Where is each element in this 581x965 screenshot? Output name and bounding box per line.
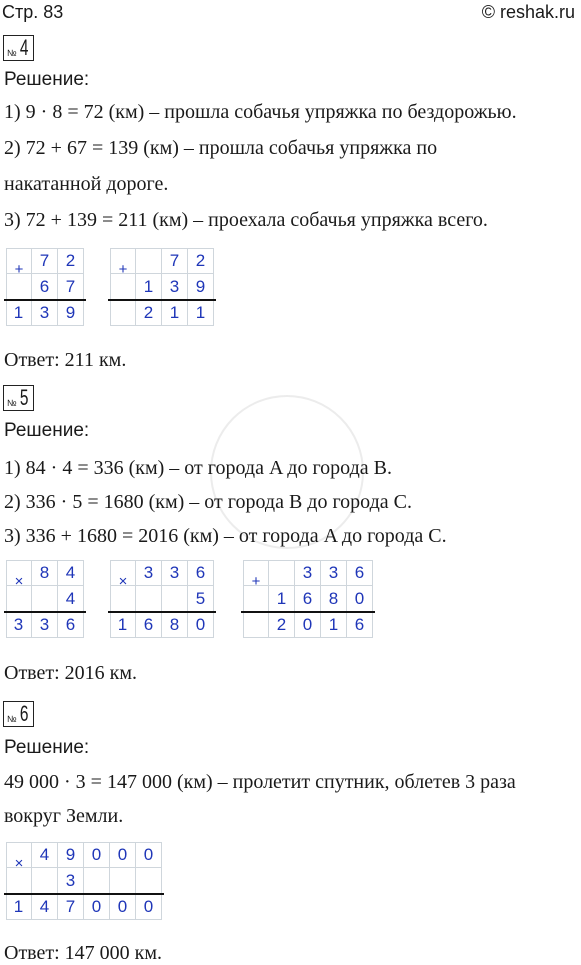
column-calculation xyxy=(110,248,214,326)
operation-sign: × xyxy=(14,855,24,872)
solution-line: 1) 9 · 8 = 72 (км) – прошла собачья упряжка по бездорожью. xyxy=(4,101,517,123)
operation-sign: + xyxy=(118,261,128,278)
digit-cell: 2 xyxy=(269,612,295,638)
solution-line: 1) 84 · 4 = 336 (км) – от города A до города B. xyxy=(4,457,392,479)
digit-cell xyxy=(136,868,162,894)
column-calculation xyxy=(6,248,84,326)
column-calculation xyxy=(6,560,84,638)
answer: Ответ: 2016 км. xyxy=(4,662,138,684)
digit-cell: 5 xyxy=(188,586,214,612)
digit-cell: 0 xyxy=(84,842,110,868)
operation-sign: + xyxy=(251,573,261,590)
digit-cell xyxy=(110,300,136,326)
digit-cell: 0 xyxy=(347,586,373,612)
solution-label: Решение: xyxy=(4,69,90,90)
solution-line: накатанной дороге. xyxy=(4,173,169,195)
digit-cell: 3 xyxy=(32,300,58,326)
page-number: Стр. 83 xyxy=(2,2,64,22)
operation-sign: × xyxy=(118,573,128,590)
digit-cell xyxy=(110,868,136,894)
digit-cell: 6 xyxy=(32,274,58,300)
digit-cell: 1 xyxy=(188,300,214,326)
digit-cell: 1 xyxy=(6,300,32,326)
digit-cell: 7 xyxy=(162,248,188,274)
answer: Ответ: 147 000 км. xyxy=(4,942,163,964)
operation-sign: × xyxy=(14,573,24,590)
solution-line: 3) 336 + 1680 = 2016 (км) – от города A до города C. xyxy=(4,525,447,547)
sum-line xyxy=(4,299,86,301)
digit-cell: 3 xyxy=(136,560,162,586)
answer: Ответ: 211 км. xyxy=(4,349,127,371)
digit-cell: 3 xyxy=(6,612,32,638)
digit-cell: 2 xyxy=(58,248,84,274)
digit-cell: 6 xyxy=(347,612,373,638)
digit-cell: 7 xyxy=(32,248,58,274)
task-number-badge: № 5 xyxy=(3,385,34,411)
digit-cell: 7 xyxy=(58,274,84,300)
sum-line xyxy=(241,611,375,613)
digit-cell: 1 xyxy=(321,612,347,638)
digit-cell: 4 xyxy=(58,560,84,586)
digit-cell: 0 xyxy=(84,894,110,920)
digit-cell: 6 xyxy=(136,612,162,638)
digit-cell: 8 xyxy=(32,560,58,586)
task-number-badge: № 4 xyxy=(3,35,34,61)
digit-cell: 0 xyxy=(136,842,162,868)
digit-cell: 6 xyxy=(347,560,373,586)
digit-cell xyxy=(136,586,162,612)
digit-cell: 3 xyxy=(321,560,347,586)
digit-cell: 8 xyxy=(162,612,188,638)
solution-line: 2) 72 + 67 = 139 (км) – прошла собачья упряжка по xyxy=(4,137,438,159)
digit-cell: 2 xyxy=(136,300,162,326)
sum-line xyxy=(108,611,216,613)
digit-cell: 1 xyxy=(162,300,188,326)
digit-cell: 6 xyxy=(58,612,84,638)
solution-label: Решение: xyxy=(4,420,90,441)
digit-cell: 1 xyxy=(110,612,136,638)
solution-label: Решение: xyxy=(4,737,90,758)
digit-cell xyxy=(269,560,295,586)
digit-cell: 3 xyxy=(58,868,84,894)
digit-cell: 1 xyxy=(136,274,162,300)
digit-cell: 0 xyxy=(110,842,136,868)
sum-line xyxy=(4,893,164,895)
digit-cell: 6 xyxy=(188,560,214,586)
digit-cell: 0 xyxy=(188,612,214,638)
digit-cell xyxy=(243,612,269,638)
digit-cell: 3 xyxy=(32,612,58,638)
solution-line: 2) 336 · 5 = 1680 (км) – от города B до города C. xyxy=(4,491,412,513)
solution-line: 49 000 · 3 = 147 000 (км) – пролетит спутник, облетев 3 раза xyxy=(4,771,516,793)
site-copyright: © reshak.ru xyxy=(481,2,575,22)
column-calculation xyxy=(110,560,214,638)
solution-line: вокруг Земли. xyxy=(4,805,124,827)
digit-cell: 7 xyxy=(58,894,84,920)
digit-cell: 4 xyxy=(32,842,58,868)
sum-line xyxy=(108,299,216,301)
sum-line xyxy=(4,611,86,613)
digit-cell xyxy=(136,248,162,274)
solution-line: 3) 72 + 139 = 211 (км) – проехала собачья упряжка всего. xyxy=(4,209,488,231)
digit-cell xyxy=(162,586,188,612)
digit-cell: 9 xyxy=(188,274,214,300)
digit-cell: 3 xyxy=(295,560,321,586)
digit-cell: 4 xyxy=(32,894,58,920)
digit-cell: 2 xyxy=(188,248,214,274)
digit-cell: 9 xyxy=(58,300,84,326)
digit-cell: 0 xyxy=(295,612,321,638)
digit-cell xyxy=(32,586,58,612)
digit-cell: 3 xyxy=(162,274,188,300)
digit-cell: 1 xyxy=(6,894,32,920)
digit-cell: 0 xyxy=(136,894,162,920)
digit-cell: 1 xyxy=(269,586,295,612)
digit-cell: 0 xyxy=(110,894,136,920)
digit-cell: 3 xyxy=(162,560,188,586)
task-number-badge: № 6 xyxy=(3,701,34,727)
column-calculation xyxy=(243,560,373,638)
operation-sign: + xyxy=(14,261,24,278)
digit-cell: 4 xyxy=(58,586,84,612)
digit-cell: 8 xyxy=(321,586,347,612)
digit-cell: 9 xyxy=(58,842,84,868)
digit-cell xyxy=(84,868,110,894)
digit-cell xyxy=(32,868,58,894)
column-calculation xyxy=(6,842,162,920)
digit-cell: 6 xyxy=(295,586,321,612)
